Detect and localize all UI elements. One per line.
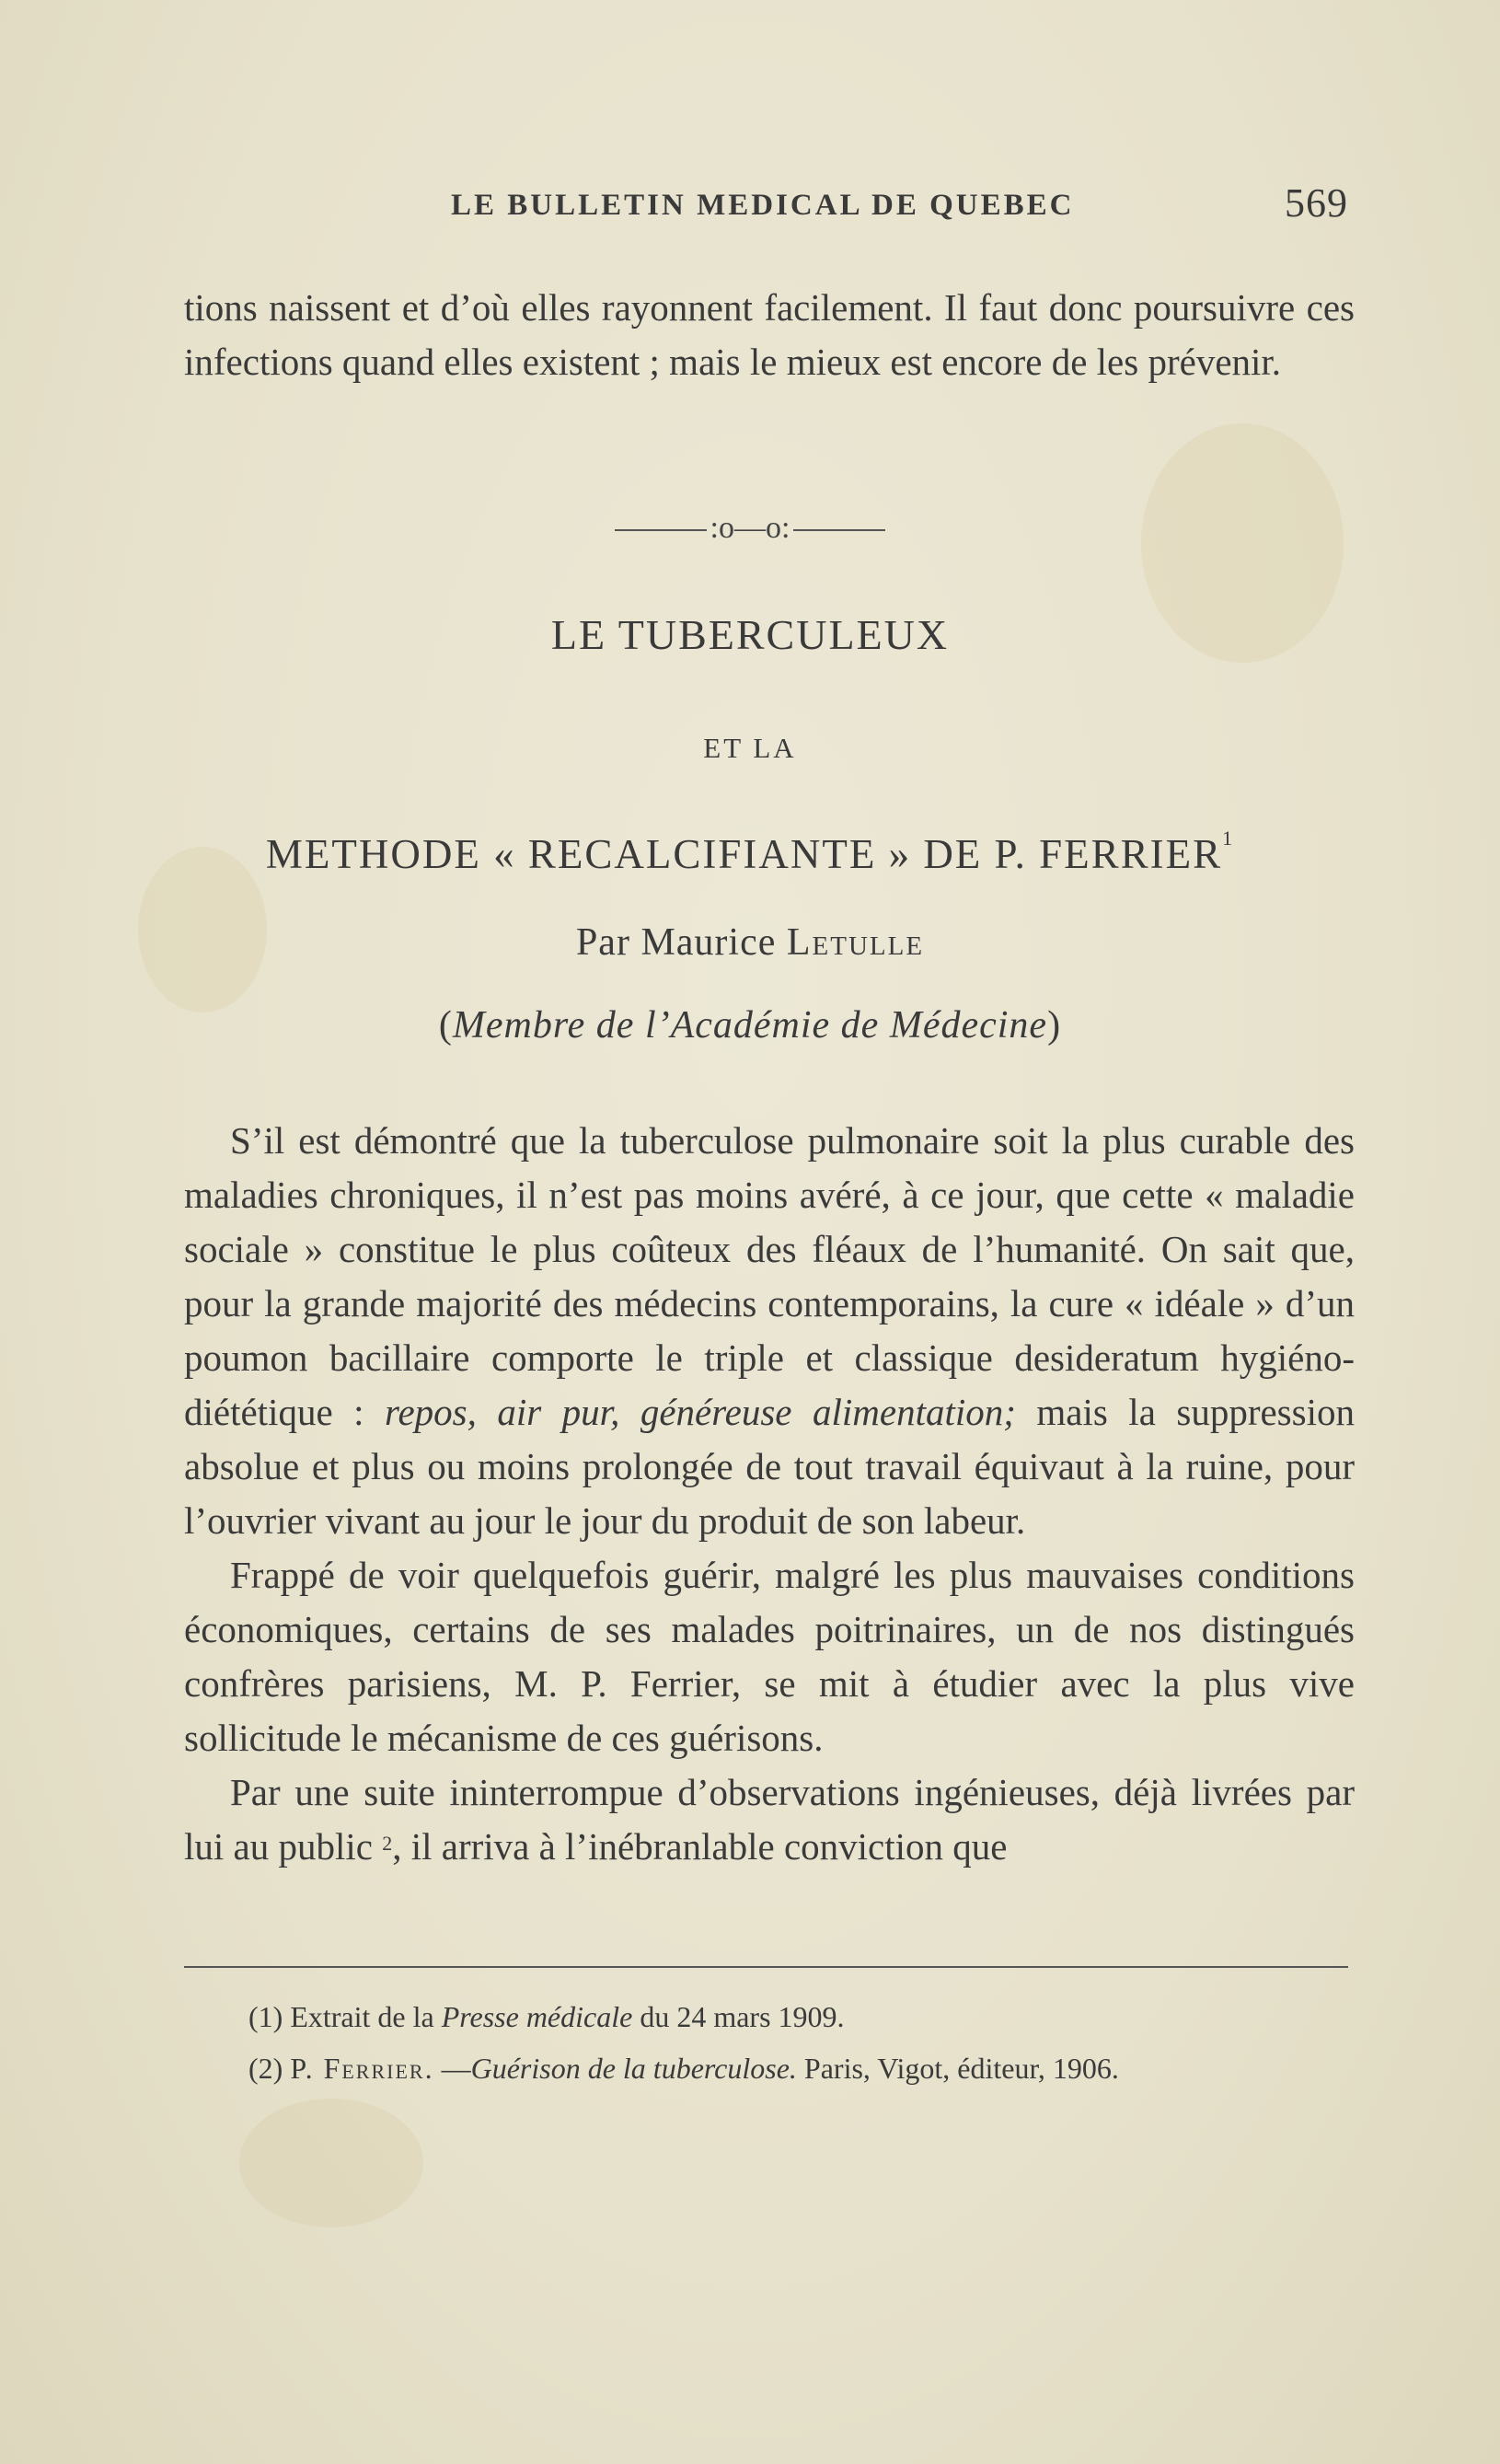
- paragraph-3-text-end: , il arriva à l’inébranlable conviction que: [392, 1825, 1008, 1868]
- footnote-dash: —: [433, 2052, 471, 2085]
- article-title-line1: LE TUBERCULEUX: [550, 611, 950, 658]
- footnote-text: du 24 mars 1909.: [640, 2000, 845, 2033]
- footnote-number: (2): [248, 2052, 283, 2085]
- separator-ornament: :o—o:: [710, 511, 790, 545]
- journal-title: LE BULLETIN MEDICAL DE QUEBEC: [451, 189, 1075, 222]
- footnotes: [248, 1991, 1119, 2094]
- paragraph-1-text-end: mais la suppression absolue et plus ou moins prolongée de tout travail équivaut à la ruine, pour l’ouvrier vivant au jour le jour du produit de son labeur.: [184, 1391, 1355, 1542]
- paragraph-3-text: Par une suite ininterrompue d’observations ingénieuses, déjà livrées par lui au public: [184, 1771, 1355, 1868]
- footnote-ref-2: 2: [382, 1832, 393, 1855]
- author-surname: Letulle: [786, 921, 925, 964]
- footnote-rule: [184, 1966, 1348, 1968]
- footnote-number: (1): [248, 2000, 283, 2033]
- separator-rule-right: [793, 529, 885, 531]
- separator-rule-left: [615, 529, 707, 531]
- paragraph-3: [184, 1765, 1355, 1874]
- article-body: [184, 1114, 1355, 1874]
- footnote-1: [248, 1991, 1119, 2042]
- paragraph-1-italic: repos, air pur, généreuse alimentation;: [385, 1391, 1016, 1433]
- footnote-italic: Guérison de la tuberculose.: [470, 2052, 797, 2085]
- article-title-line2: ET LA: [703, 732, 797, 764]
- footnote-italic: Presse médicale: [441, 2000, 633, 2033]
- continuation-paragraph: [184, 281, 1355, 389]
- affiliation-text: Membre de l’Académie de Médecine: [452, 1004, 1048, 1047]
- footnote-text: Paris, Vigot, éditeur, 1906.: [803, 2052, 1119, 2085]
- continuation-text: tions naissent et d’où elles rayonnent facilement. Il faut donc poursuivre ces infections quand elles existent ; mais le mieux est encore de les prévenir.: [184, 286, 1355, 383]
- footnote-author: P. Ferrier.: [290, 2052, 434, 2085]
- page-number: 569: [1285, 180, 1348, 226]
- article-title-line3: [0, 827, 1500, 878]
- author-affiliation: (Membre de l’Académie de Médecine): [438, 1004, 1062, 1047]
- byline-prefix: Par Maurice: [575, 921, 777, 964]
- paper-stain: [239, 2099, 423, 2227]
- article-title-text: METHODE « RECALCIFIANTE » DE P. FERRIER: [265, 831, 1223, 877]
- paragraph-1: [184, 1114, 1355, 1548]
- footnote-2: [248, 2042, 1119, 2094]
- byline: [0, 920, 1500, 965]
- footnote-text: Extrait de la: [290, 2000, 434, 2033]
- paragraph-2: Frappé de voir quelquefois guérir, malgré les plus mauvaises conditions économiques, certains de ses malades poitrinaires, un de nos distingués confrères parisiens, M. P. Ferrier, se mit à étudier avec la plus vive sollicitude le mécanisme de ces guérisons.: [184, 1554, 1355, 1759]
- paragraph-1-text: S’il est démontré que la tuberculose pulmonaire soit la plus curable des maladies chroniques, il n’est pas moins avéré, à ce jour, que cette « maladie sociale » constitue le plus coûteux des fléaux de l’humanité. On sait que, pour la grande majorité des médecins contemporains, la cure « idéale » d’un poumon bacillaire comporte le triple et classique desideratum hygiéno-diététique :: [184, 1119, 1355, 1433]
- footnote-ref-1: 1: [1222, 827, 1235, 850]
- section-separator: [0, 511, 1500, 546]
